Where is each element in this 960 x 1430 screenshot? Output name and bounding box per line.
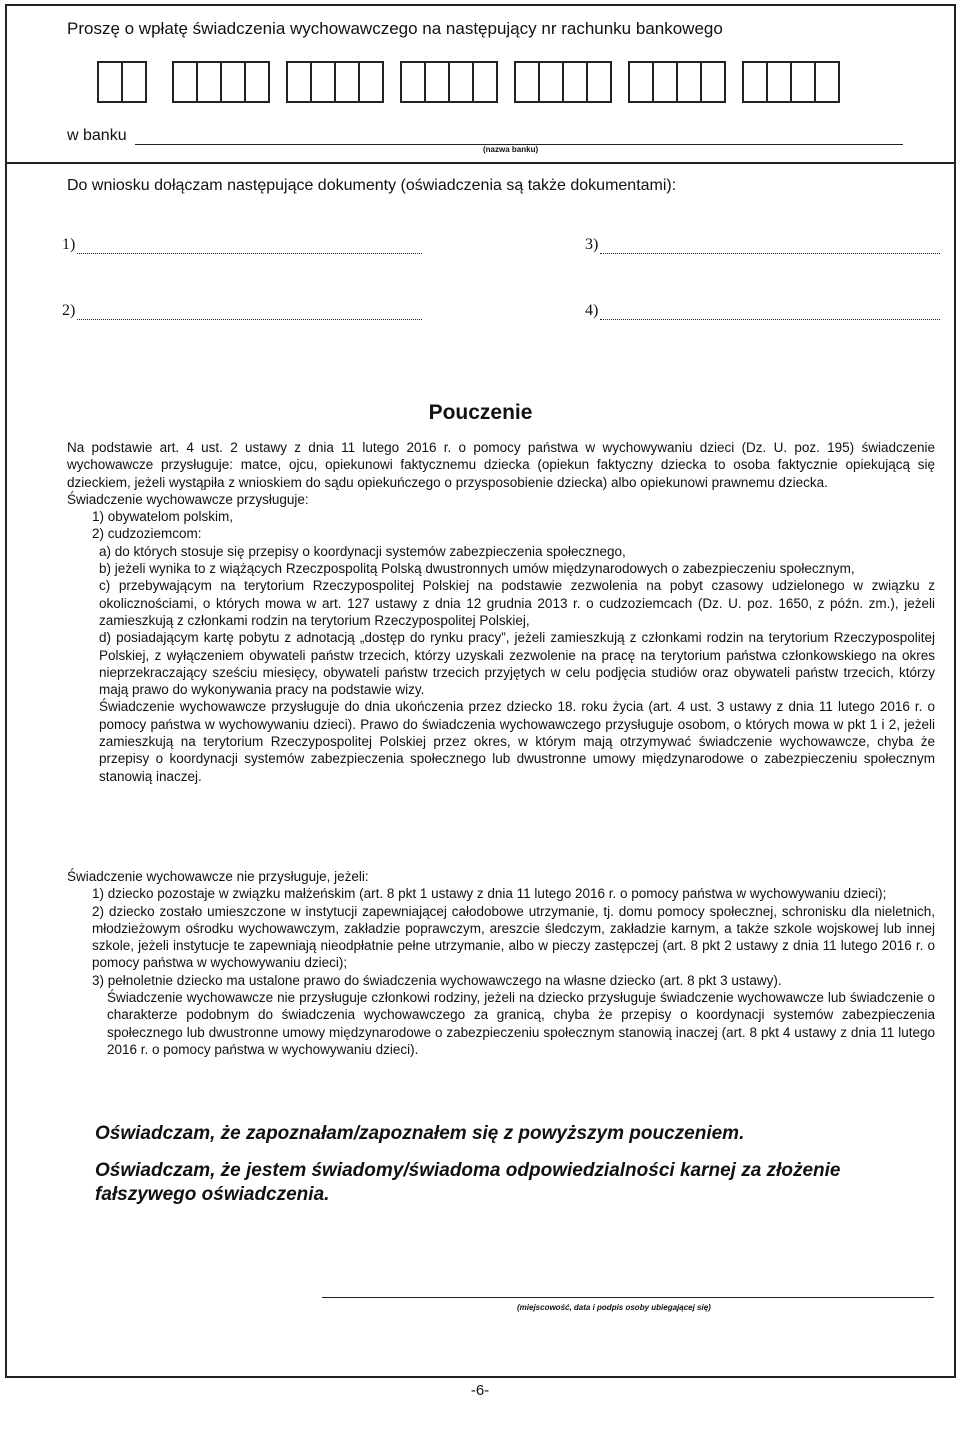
account-digit-box[interactable] [586,61,612,103]
account-digit-box[interactable] [538,61,564,103]
form-frame [5,4,956,1378]
account-box-group [97,61,147,103]
account-digit-box[interactable] [97,61,123,103]
list-item: 1) obywatelom polskim, [92,509,234,525]
account-digit-box[interactable] [472,61,498,103]
intro-text: Proszę o wpłatę świadczenia wychowawczego na następujący nr rachunku bankowego [67,19,723,38]
signature-caption: (miejscowość, data i podpis osoby ubiegającej się) [517,1303,711,1312]
document-number: 1) [62,236,76,253]
declaration-1: Oświadczam, że zapoznałam/zapoznałem się z powyższym pouczeniem. [95,1123,745,1144]
account-digit-box[interactable] [766,61,792,103]
section-heading: Świadczenie wychowawcze przysługuje: [67,491,309,507]
account-digit-box[interactable] [790,61,816,103]
bank-account-section [7,6,954,164]
document-number: 3) [585,236,599,253]
account-box-group [400,61,498,103]
section-heading: Świadczenie wychowawcze nie przysługuje, jeżeli: [67,869,369,884]
declaration-2: Oświadczam, że jestem świadomy/świadoma odpowiedzialności karnej za złożenie fałszywego oświadczenia. [95,1160,841,1205]
account-digit-box[interactable] [358,61,384,103]
account-digit-box[interactable] [244,61,270,103]
exclusions-body [67,868,935,1058]
list-item: 3) pełnoletnie dziecko ma ustalone prawo do świadczenia wychowawczego na własne dziecko (art. 8 pkt 3 ustawy). [92,972,782,988]
account-digit-box[interactable] [652,61,678,103]
bank-name-field[interactable] [135,130,903,145]
document-field[interactable] [600,241,940,254]
account-digit-box[interactable] [448,61,474,103]
account-digit-box[interactable] [172,61,198,103]
account-box-group [742,61,840,103]
document-line-2 [62,302,422,320]
legal-paragraph: Świadczenie wychowawcze przysługuje do dnia ukończenia przez dziecko 18. roku życia (art. 4 ust. 3 ustawy z dnia 11 lutego 2016 r. o pomocy państwa w wychowywaniu dzieci). Prawo do świadczenia wychowawczego przysługuje osobom, o których mowa w pkt 1 i 2, jeżeli zamieszkują na terytorium Rzeczypospolitej Polskiej przez okres, w którym mają otrzymywać świadczenie wychowawcze, chyba że przepisy o koordynacji systemów zabezpieczenia społecznego lub dwustronne umowy międzynarodowe o zabezpieczeniu społecznym stanowią inaczej. [99,699,935,784]
pouczenie-title: Pouczenie [428,401,533,424]
legal-paragraph: Świadczenie wychowawcze nie przysługuje członkowi rodziny, jeżeli na dziecko przysługuje świadczenie wychowawcze lub świadczenie o charakterze podobnym do świadczenia wychowawczego za granicą, chyba że przepisy o koordynacji systemów zabezpieczenia społecznego lub dwustronne umowy międzynarodowe o zabezpieczeniu społecznym stanowią inaczej (art. 8 pkt 4 ustawy z dnia 11 lutego 2016 r. o pomocy państwa w wychowywaniu dzieci). [107,990,935,1057]
document-line-1 [62,236,422,254]
account-digit-box[interactable] [220,61,246,103]
signature-line[interactable] [322,1297,934,1298]
account-digit-box[interactable] [628,61,654,103]
account-digit-box[interactable] [514,61,540,103]
document-line-3 [585,236,940,254]
account-number-boxes [97,61,856,103]
bank-label: w banku [67,127,127,144]
account-digit-box[interactable] [814,61,840,103]
account-digit-box[interactable] [196,61,222,103]
list-item: 2) dziecko zostało umieszczone w instytucji zapewniającej całodobowe utrzymanie, tj. domu pomocy społecznej, schronisku dla nieletnich, młodzieżowym ośrodku wychowawczym, zakładzie poprawczym, areszcie śledczym, zakładzie karnym, a także szkole wojskowej lub innej szkole, jeżeli instytucje te zapewniają nieodpłatnie pełne utrzymanie, albo w pieczy zastępczej (art. 8 pkt 2 ustawy z dnia 11 lutego 2016 r. o pomocy państwa w wychowywaniu dzieci); [92,903,935,971]
account-digit-box[interactable] [400,61,426,103]
account-box-group [172,61,270,103]
bank-name-row [67,127,903,145]
account-digit-box[interactable] [562,61,588,103]
document-line-4 [585,302,940,320]
page-number: -6- [470,1382,490,1399]
list-item: 1) dziecko pozostaje w związku małżeńskim (art. 8 pkt 1 ustawy z dnia 11 lutego 2016 r. o pomocy państwa w wychowywaniu dzieci); [92,886,887,902]
account-digit-box[interactable] [286,61,312,103]
account-digit-box[interactable] [424,61,450,103]
documents-title: Do wniosku dołączam następujące dokumenty (oświadczenia są także dokumentami): [67,177,677,194]
account-digit-box[interactable] [676,61,702,103]
document-field[interactable] [600,307,940,320]
document-field[interactable] [77,307,422,320]
account-digit-box[interactable] [742,61,768,103]
list-item: c) przebywającym na terytorium Rzeczypospolitej Polskiej na podstawie zezwolenia na pobyt czasowy udzielonego w związku z okolicznościami, o których mowa w art. 127 ustawy z dnia 12 grudnia 2013 r. o cudzoziemcach (Dz. U. poz. 1650, z późn. zm.), jeżeli zamieszkują z członkami rodzin na terytorium Rzeczypospolitej Polskiej, [99,578,935,628]
account-digit-box[interactable] [334,61,360,103]
account-digit-box[interactable] [121,61,147,103]
account-digit-box[interactable] [700,61,726,103]
list-item: 2) cudzoziemcom: [92,526,202,542]
account-box-group [286,61,384,103]
account-box-group [514,61,612,103]
legal-paragraph: Na podstawie art. 4 ust. 2 ustawy z dnia 11 lutego 2016 r. o pomocy państwa w wychowywaniu dzieci (Dz. U. poz. 195) świadczenie wychowawcze przysługuje: matce, ojcu, opiekunowi faktycznemu dziecka (opiekun faktyczny dziecka to osoba faktycznie opiekującą się dzieckiem, jeżeli wystąpiła z wnioskiem do sądu opiekuńczego o przysposobienie dziecka) albo opiekunowi prawnemu dziecka. [67,440,935,490]
list-item: b) jeżeli wynika to z wiążących Rzeczpospolitą Polską dwustronnych umów międzynarodowych o zabezpieczeniu społecznym, [99,561,855,577]
bank-caption: (nazwa banku) [483,145,539,154]
list-item: d) posiadającym kartę pobytu z adnotacją „dostęp do rynku pracy”, jeżeli zamieszkują z członkami rodzin na terytorium Rzeczypospolitej Polskiej, z wyłączeniem obywateli państw trzecich, którzy uzyskali zezwolenie na pracę na terytorium państwa członkowskiego na okres nieprzekraczający sześciu miesięcy, obywateli państw trzecich przyjętych w celu podjęcia studiów oraz obywateli państw trzecich, którzy mają prawo do wykonywania pracy na podstawie wizy. [99,630,935,698]
account-digit-box[interactable] [310,61,336,103]
account-box-group [628,61,726,103]
document-number: 2) [62,302,76,319]
pouczenie-body [67,439,935,785]
document-field[interactable] [77,241,422,254]
list-item: a) do których stosuje się przepisy o koordynacji systemów zabezpieczenia społecznego, [99,543,626,559]
document-number: 4) [585,302,599,319]
